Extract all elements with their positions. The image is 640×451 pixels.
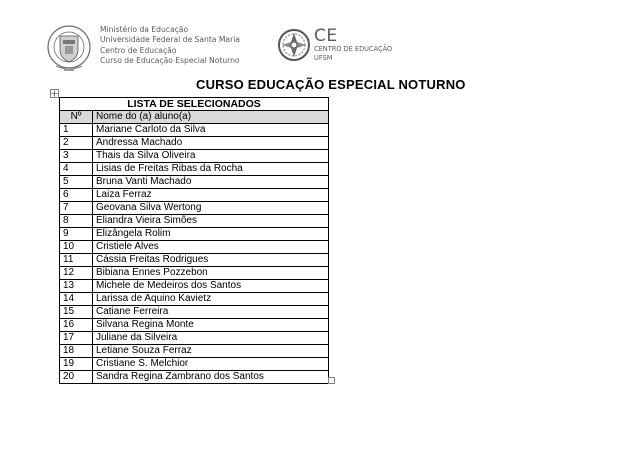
- ce-logo-text: [314, 28, 392, 62]
- ce-abbr: CE: [314, 26, 338, 46]
- student-name: Lisias de Freitas Ribas da Rocha: [93, 163, 329, 176]
- institution-lines: [100, 25, 240, 67]
- student-name: Michele de Medeiros dos Santos: [93, 280, 329, 293]
- ce-sub-line: UFSM: [314, 53, 333, 62]
- table-row: [60, 267, 329, 280]
- student-name: Juliane da Silveira: [93, 332, 329, 345]
- row-number: 4: [60, 163, 93, 176]
- row-number: 9: [60, 228, 93, 241]
- row-number: 17: [60, 332, 93, 345]
- table-row: [60, 358, 329, 371]
- student-name: Andressa Machado: [93, 137, 329, 150]
- row-number: 1: [60, 124, 93, 137]
- student-name: Larissa de Aquino Kavietz: [93, 293, 329, 306]
- row-number: 3: [60, 150, 93, 163]
- row-number: 16: [60, 319, 93, 332]
- institution-line: Universidade Federal de Santa Maria: [100, 35, 240, 45]
- table-row: [60, 280, 329, 293]
- table-caption: LISTA DE SELECIONADOS: [60, 98, 329, 111]
- row-number: 14: [60, 293, 93, 306]
- table-row: [60, 150, 329, 163]
- institution-line: Curso de Educação Especial Noturno: [100, 56, 240, 66]
- row-number: 18: [60, 345, 93, 358]
- table-row: [60, 202, 329, 215]
- row-number: 13: [60, 280, 93, 293]
- student-name: Catiane Ferreira: [93, 306, 329, 319]
- table-row: [60, 345, 329, 358]
- table-row: [60, 189, 329, 202]
- table-row: [60, 215, 329, 228]
- student-name: Elizângela Rolim: [93, 228, 329, 241]
- row-number: 20: [60, 371, 93, 384]
- table-row: [60, 332, 329, 345]
- table-row: [60, 137, 329, 150]
- table-row: [60, 254, 329, 267]
- student-name: Bibiana Ennes Pozzebon: [93, 267, 329, 280]
- student-name: Geovana Silva Wertong: [93, 202, 329, 215]
- row-number: 7: [60, 202, 93, 215]
- student-name: Sandra Regina Zambrano dos Santos: [93, 371, 329, 384]
- table-resize-handle[interactable]: [328, 377, 335, 384]
- student-name: Cristiane S. Melchior: [93, 358, 329, 371]
- column-header-number: Nº: [60, 111, 93, 124]
- table-row: [60, 241, 329, 254]
- row-number: 6: [60, 189, 93, 202]
- student-name: Bruna Vanti Machado: [93, 176, 329, 189]
- table-row: [60, 228, 329, 241]
- table-row: [60, 176, 329, 189]
- student-name: Eliandra Vieira Simões: [93, 215, 329, 228]
- table-row: [60, 371, 329, 384]
- row-number: 19: [60, 358, 93, 371]
- row-number: 10: [60, 241, 93, 254]
- university-seal-icon: [46, 22, 92, 74]
- row-number: 8: [60, 215, 93, 228]
- table-row: [60, 319, 329, 332]
- student-name: Laiza Ferraz: [93, 189, 329, 202]
- table-row: [60, 124, 329, 137]
- student-name: Mariane Carloto da Silva: [93, 124, 329, 137]
- student-name: Silvana Regina Monte: [93, 319, 329, 332]
- student-name: Letiane Souza Ferraz: [93, 345, 329, 358]
- row-number: 15: [60, 306, 93, 319]
- student-name: Thais da Silva Oliveira: [93, 150, 329, 163]
- row-number: 5: [60, 176, 93, 189]
- ce-sub-line: CENTRO DE EDUCAÇÃO: [314, 45, 393, 53]
- row-number: 12: [60, 267, 93, 280]
- institution-line: Centro de Educação: [100, 45, 177, 55]
- document-title: CURSO EDUCAÇÃO ESPECIAL NOTURNO: [196, 77, 466, 92]
- table-move-handle-icon[interactable]: [50, 89, 59, 98]
- student-name: Cristiele Alves: [93, 241, 329, 254]
- row-number: 11: [60, 254, 93, 267]
- row-number: 2: [60, 137, 93, 150]
- table-row: [60, 163, 329, 176]
- student-name: Cássia Freitas Rodrigues: [93, 254, 329, 267]
- institution-line: Ministério da Educação: [100, 25, 189, 34]
- ce-emblem-icon: [277, 28, 311, 62]
- selected-list-table: [59, 97, 329, 384]
- table-row: [60, 306, 329, 319]
- table-row: [60, 293, 329, 306]
- column-header-name: Nome do (a) aluno(a): [93, 111, 329, 124]
